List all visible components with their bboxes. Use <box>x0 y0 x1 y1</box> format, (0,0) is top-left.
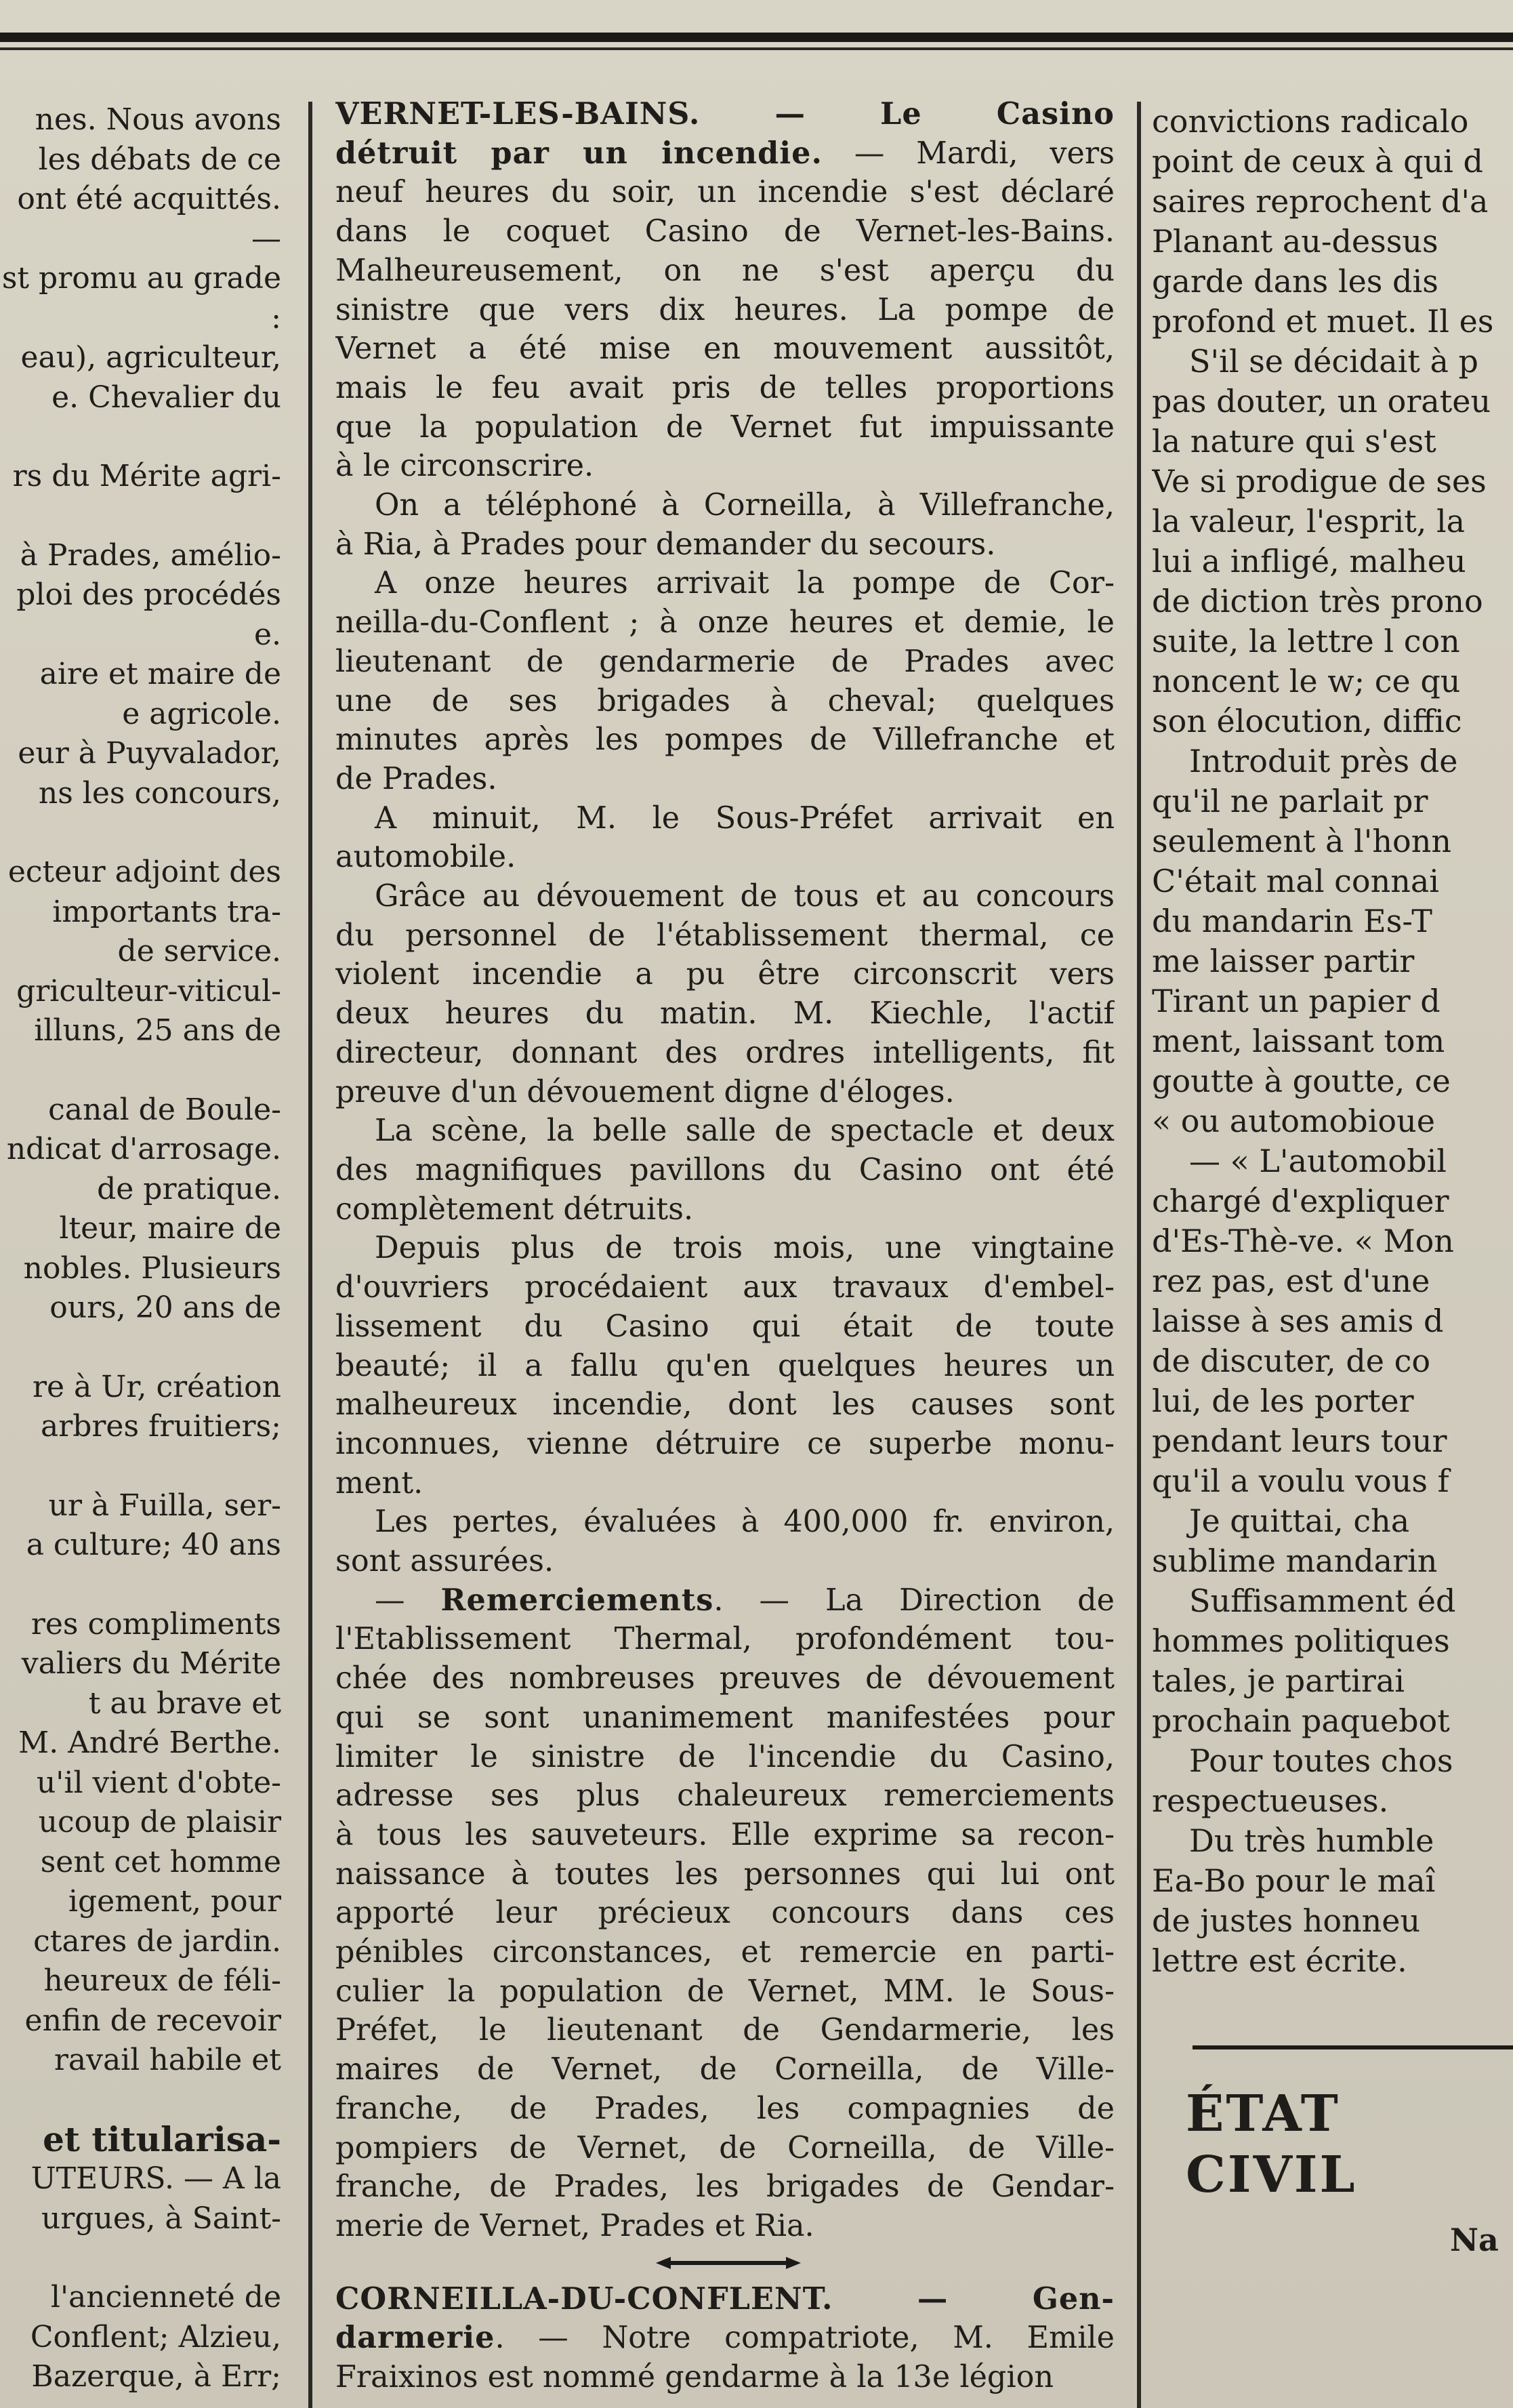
right-column <box>1152 102 1513 2408</box>
text-line: laisse à ses amis d <box>1152 1303 1444 1339</box>
text-line: de service. <box>117 934 281 968</box>
text-line: sublime mandarin <box>1152 1543 1438 1579</box>
text-line: Bazerque, à Err; <box>31 2359 281 2394</box>
text-line: M. André Berthe. <box>18 1726 281 1760</box>
text-line: ment. <box>335 1465 423 1501</box>
text-line: deux heures du matin. M. Kiechle, l'actif <box>335 996 1115 1032</box>
text-line: urgues, à Saint- <box>41 2201 281 2236</box>
text-line: — <box>251 221 281 256</box>
text-line: de diction très prono <box>1152 583 1483 619</box>
text-line: une de ses brigades à cheval; quelques <box>335 683 1115 718</box>
text-line: — « L'automobil <box>1189 1143 1447 1179</box>
text-line: S'il se décidait à p <box>1189 343 1478 380</box>
text-line: respectueuses. <box>1152 1782 1389 1819</box>
text-line: lettre est écrite. <box>1152 1942 1407 1979</box>
top-rule-thin <box>0 47 1513 50</box>
text-line: goutte à goutte, ce <box>1152 1063 1451 1099</box>
text-line: A minuit, M. le Sous-Préfet arrivait en <box>375 800 1115 836</box>
text-line: l'Etablissement Thermal, profondément tou- <box>335 1622 1115 1657</box>
left-column <box>0 100 281 2408</box>
text-line: complètement détruits. <box>335 1191 694 1227</box>
article-corneilla <box>335 2280 1115 2397</box>
text-line: Suffisamment éd <box>1189 1583 1456 1619</box>
text-line: tales, je partirai <box>1152 1662 1405 1699</box>
text-line: e. Chevalier du <box>51 380 281 415</box>
text-line: heureux de féli- <box>43 1963 281 1998</box>
text-line: sont assurées. <box>335 1544 554 1579</box>
text-line: à le circonscrire. <box>335 449 594 484</box>
section-rule <box>1193 2045 1513 2049</box>
text-line: à Prades, amélio- <box>20 537 281 573</box>
text-line: garde dans les dis <box>1152 263 1438 300</box>
text-line: du mandarin Es-T <box>1152 903 1432 939</box>
text-line: franche, de Prades, les brigades de Gendar- <box>335 2169 1115 2205</box>
text-line: lui, de les porter <box>1152 1383 1414 1419</box>
text-line: res compliments <box>30 1606 281 1641</box>
column-rule-right <box>1137 102 1141 2408</box>
text-line: eur à Puyvalador, <box>18 736 281 771</box>
etat-civil-subheading: Na <box>1450 2222 1499 2258</box>
text-line: Conflent; Alzieu, <box>30 2319 281 2354</box>
text-line: ndicat d'arrosage. <box>6 1132 281 1166</box>
text-line: du personnel de l'établissement thermal, ce <box>335 918 1115 953</box>
text-line: illuns, 25 ans de <box>34 1013 281 1048</box>
text-line <box>0 1447 281 1486</box>
text-line <box>0 1328 281 1368</box>
text-line <box>0 2081 281 2120</box>
text-line: ctares de jardin. <box>33 1923 281 1959</box>
text-line: d'Es-Thè-ve. « Mon <box>1152 1223 1454 1259</box>
text-line: Vernet a été mise en mouvement aussitôt, <box>335 331 1115 367</box>
text-line: : <box>271 300 281 335</box>
text-line: Les pertes, évaluées à 400,000 fr. environ, <box>375 1505 1115 1540</box>
text-line: C'était mal connai <box>1152 863 1440 899</box>
text-line: A onze heures arrivait la pompe de Cor- <box>375 566 1115 601</box>
text-line: détruit par un incendie. — Mardi, vers <box>335 135 1115 171</box>
text-line: adresse ses plus chaleureux remerciements <box>335 1778 1115 1814</box>
text-line <box>0 2239 281 2278</box>
text-line: à tous les sauveteurs. Elle exprime sa recon- <box>335 1817 1115 1852</box>
text-line: dans le coquet Casino de Vernet-les-Bains. <box>335 214 1115 249</box>
text-line: maires de Vernet, de Corneilla, de Ville- <box>335 2052 1115 2087</box>
text-line: enfin de recevoir <box>24 2003 281 2038</box>
headline-text: CORNEILLA-DU-CONFLENT. — Gen- <box>335 2281 1115 2317</box>
text-line: neuf heures du soir, un incendie s'est déclaré <box>335 175 1115 210</box>
text-line: de discuter, de co <box>1152 1343 1431 1379</box>
text-line: la valeur, l'esprit, la <box>1152 503 1466 539</box>
text-line: Du très humble <box>1189 1822 1434 1859</box>
headline-text: détruit par un incendie. <box>335 135 823 171</box>
right-column-text <box>1152 102 1513 1981</box>
text-line: pompiers de Vernet, de Corneilla, de Ville- <box>335 2130 1115 2165</box>
text-line <box>0 417 281 457</box>
text-line: Introduit près de <box>1189 743 1458 779</box>
text-line: nobles. Plusieurs <box>23 1250 281 1286</box>
text-line: la nature qui s'est <box>1152 423 1436 460</box>
text-line: automobile. <box>335 840 516 875</box>
text-line <box>0 813 281 853</box>
text-line: qu'il ne parlait pr <box>1152 783 1428 819</box>
text-line: Je quittai, cha <box>1189 1503 1410 1539</box>
text-line: UTEURS. — A la <box>30 2161 281 2196</box>
text-line: chargé d'expliquer <box>1152 1183 1449 1219</box>
text-line: mais le feu avait pris de telles proportions <box>335 370 1115 405</box>
text-line: ploi des procédés <box>16 577 281 612</box>
text-line: Pour toutes chos <box>1189 1742 1453 1779</box>
text-line: minutes après les pompes de Villefranche et <box>335 722 1115 758</box>
text-line: rez pas, est d'une <box>1152 1263 1430 1299</box>
column-rule-left <box>308 102 312 2408</box>
text-line: de justes honneu <box>1152 1902 1421 1939</box>
text-line: neilla-du-Conflent ; à onze heures et demie, le <box>335 605 1115 640</box>
text-line <box>0 1051 281 1090</box>
text-line: hommes politiques <box>1152 1623 1450 1659</box>
text-line: apporté leur précieux concours dans ces <box>335 1896 1115 1931</box>
text-line <box>335 2280 1115 2319</box>
text-line: suite, la lettre l con <box>1152 623 1460 659</box>
text-line: Malheureusement, on ne s'est aperçu du <box>335 253 1115 288</box>
text-line: u'il vient d'obte- <box>36 1765 281 1800</box>
text-line: noncent le w; ce qu <box>1152 663 1461 699</box>
headline-text: darmerie <box>335 2320 495 2356</box>
text-line: ours, 20 ans de <box>49 1290 281 1325</box>
text-line: sinistre que vers dix heures. La pompe de <box>335 292 1115 327</box>
text-line: Tirant un papier d <box>1152 983 1441 1019</box>
text-line: pendant leurs tour <box>1152 1423 1447 1459</box>
text-line: de Prades. <box>335 761 497 796</box>
text-line: canal de Boule- <box>48 1092 281 1127</box>
text-line: st promu au grade <box>1 261 281 295</box>
text-line: directeur, donnant des ordres intelligents, fit <box>335 1035 1115 1070</box>
text-line: rs du Mérite agri- <box>12 459 281 493</box>
text-line: griculteur-viticul- <box>16 973 281 1008</box>
text-line: Ea-Bo pour le maî <box>1152 1862 1436 1899</box>
text-line: à Ria, à Prades pour demander du secours. <box>335 527 996 562</box>
text-line: lteur, maire de <box>59 1211 281 1246</box>
article-divider <box>335 2246 1115 2280</box>
text-line: ment, laissant tom <box>1152 1023 1445 1059</box>
text-line: importants tra- <box>52 894 281 929</box>
text-line: des magnifiques pavillons du Casino ont été <box>335 1152 1115 1187</box>
text-line: ur à Fuilla, ser- <box>48 1488 281 1523</box>
text-line: preuve d'un dévouement digne d'éloges. <box>335 1074 955 1109</box>
text-line: franche, de Prades, les compagnies de <box>335 2091 1115 2126</box>
text-line: Fraixinos est nommé gendarme à la 13e légion <box>335 2360 1054 2395</box>
middle-column <box>335 95 1115 2408</box>
text-line: de pratique. <box>97 1171 281 1206</box>
text-line: malheureux incendie, dont les causes sont <box>335 1387 1115 1423</box>
headline-text: Remerciements <box>440 1582 714 1618</box>
text-line: limiter le sinistre de l'incendie du Casino, <box>335 1739 1115 1774</box>
text-line: valiers du Mérite <box>21 1646 281 1681</box>
text-line <box>0 497 281 536</box>
text-line: violent incendie a pu être circonscrit vers <box>335 957 1115 992</box>
text-line: pas douter, un orateu <box>1152 383 1491 420</box>
text-line: a culture; 40 ans <box>26 1528 281 1562</box>
text-line: beauté; il a fallu qu'en quelques heures un <box>335 1348 1115 1383</box>
text-line: les débats de ce <box>38 142 281 177</box>
text-line: sent cet homme <box>40 1844 281 1879</box>
text-line: seulement à l'honn <box>1152 823 1451 859</box>
text-line: ns les concours, <box>38 775 281 811</box>
text-line: et titularisa- <box>43 2119 281 2159</box>
text-line: naissance à toutes les personnes qui lui ont <box>335 1856 1115 1892</box>
text-line: son élocution, diffic <box>1152 703 1462 739</box>
left-column-text <box>0 100 281 2397</box>
text-line: Depuis plus de trois mois, une vingtaine <box>375 1231 1115 1266</box>
text-line: Grâce au dévouement de tous et au concours <box>375 879 1115 914</box>
text-line: igement, pour <box>68 1884 281 1919</box>
text-line: lissement du Casino qui était de toute <box>335 1309 1115 1344</box>
text-line: nes. Nous avons <box>35 102 281 137</box>
text-line: inconnues, vienne détruire ce superbe monu- <box>335 1426 1115 1461</box>
text-line: d'ouvriers procédaient aux travaux d'embel- <box>335 1270 1115 1305</box>
etat-civil-heading: ÉTAT CIVIL <box>1186 2085 1357 2204</box>
text-line: On a téléphoné à Corneilla, à Villefranche, <box>375 488 1115 523</box>
text-line: eau), agriculteur, <box>20 340 281 375</box>
text-line: saires reprochent d'a <box>1152 183 1489 220</box>
text-line: ecteur adjoint des <box>7 855 281 889</box>
text-line: ravail habile et <box>54 2043 281 2077</box>
top-rule <box>0 33 1513 42</box>
text-line: La scène, la belle salle de spectacle et deux <box>375 1114 1115 1149</box>
text-line: arbres fruitiers; <box>40 1409 281 1444</box>
text-line: point de ceux à qui d <box>1152 143 1483 180</box>
text-line: l'ancienneté de <box>50 2280 281 2314</box>
text-line: Planant au-dessus <box>1152 223 1438 260</box>
text-line: ont été acquittés. <box>17 182 281 216</box>
text-line: culier la population de Vernet, MM. le Sous- <box>335 1974 1115 2009</box>
text-line: ucoup de plaisir <box>38 1805 281 1839</box>
text-line: t au brave et <box>88 1686 281 1721</box>
article-vernet-casino <box>335 95 1115 1581</box>
text-line: Préfet, le lieutenant de Gendarmerie, les <box>335 2013 1115 2048</box>
text-line: aire et maire de <box>39 657 281 691</box>
text-line <box>335 95 1115 134</box>
text-line: darmerie. — Notre compatriote, M. Emile <box>335 2320 1115 2356</box>
text-line <box>0 1566 281 1605</box>
text-line: re à Ur, création <box>32 1369 281 1404</box>
text-line: — Remerciements. — La Direction de <box>375 1582 1115 1618</box>
text-line: pénibles circonstances, et remercie en parti- <box>335 1935 1115 1970</box>
text-line: lieutenant de gendarmerie de Prades avec <box>335 644 1115 679</box>
text-line: prochain paquebot <box>1152 1702 1450 1739</box>
text-line: chée des nombreuses preuves de dévouement <box>335 1661 1115 1696</box>
text-line: que la population de Vernet fut impuissante <box>335 409 1115 445</box>
text-line: Ve si prodigue de ses <box>1152 463 1487 499</box>
text-line: profond et muet. Il es <box>1152 303 1494 340</box>
text-line: e agricole. <box>122 696 281 731</box>
text-line: qu'il a voulu vous f <box>1152 1463 1449 1499</box>
text-line: convictions radicalo <box>1152 103 1469 140</box>
text-line: merie de Vernet, Prades et Ria. <box>335 2208 814 2243</box>
text-line: me laisser partir <box>1152 943 1415 979</box>
text-line: « ou automobioue <box>1152 1103 1435 1139</box>
text-line: qui se sont unanimement manifestées pour <box>335 1700 1115 1735</box>
article-remerciements <box>335 1581 1115 2246</box>
headline-text: VERNET-LES-BAINS. — Le Casino <box>335 96 1115 131</box>
text-line: lui a infligé, malheu <box>1152 543 1466 579</box>
text-line: e. <box>253 617 281 652</box>
